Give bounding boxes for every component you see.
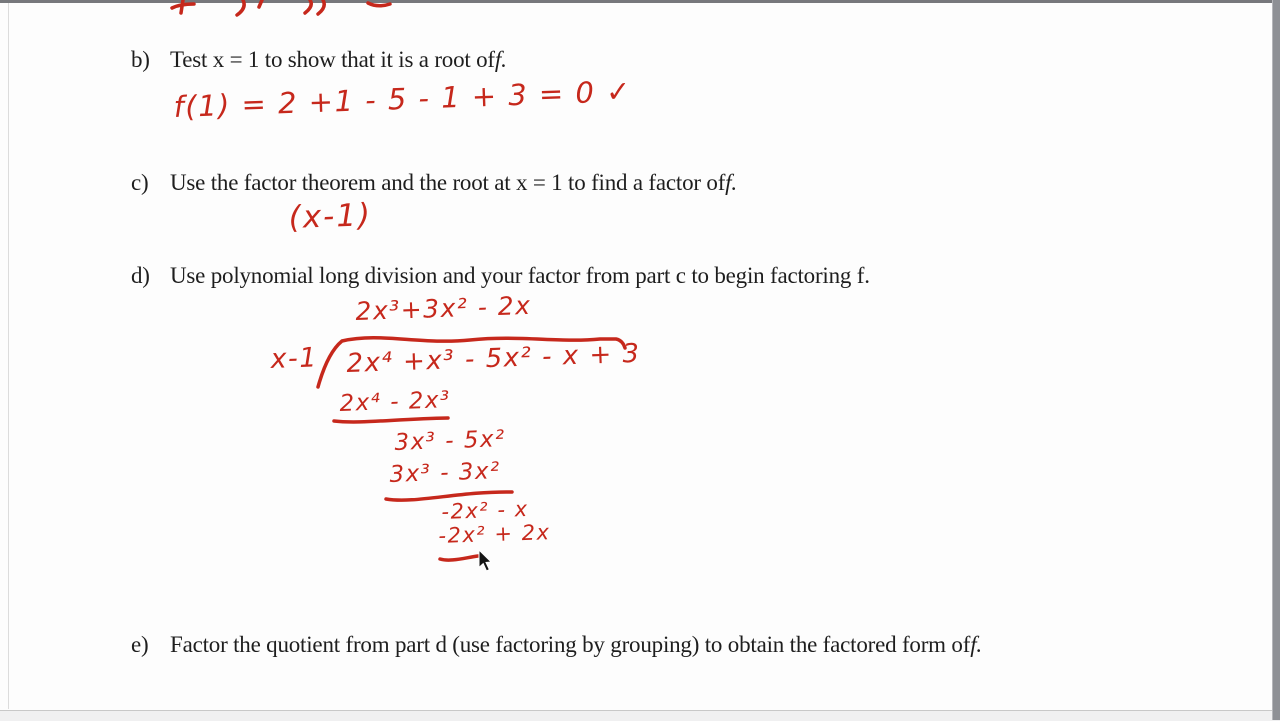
question-b bbox=[131, 47, 507, 73]
letterbox-bottom-strip bbox=[0, 710, 1280, 721]
handwriting-division-step3: 3x³ - 3x² bbox=[389, 458, 502, 488]
vertical-scrollbar[interactable] bbox=[1272, 0, 1280, 720]
handwriting-division-quotient: 2x³+3x² - 2x bbox=[355, 290, 532, 326]
letterbox-top-bar bbox=[0, 0, 1280, 3]
question-e bbox=[131, 632, 982, 658]
handwriting-part-c-factor: (x-1) bbox=[288, 197, 373, 236]
handwriting-division-step2: 3x³ - 5x² bbox=[394, 426, 507, 456]
handwriting-division-step4: -2x² - x bbox=[441, 496, 529, 524]
question-b-label: b) bbox=[131, 47, 150, 72]
question-c-text: Use the factor theorem and the root at x = 1 to find a factor of bbox=[170, 170, 726, 195]
question-c-label: c) bbox=[131, 170, 149, 195]
question-e-fnote: f. bbox=[970, 632, 982, 657]
question-c bbox=[131, 170, 737, 196]
question-c-fnote: f. bbox=[725, 170, 737, 195]
question-e-text: Factor the quotient from part d (use factoring by grouping) to obtain the factored form of bbox=[170, 632, 971, 657]
question-e-label: e) bbox=[131, 632, 149, 657]
question-b-fnote: f. bbox=[494, 47, 507, 72]
mouse-cursor bbox=[478, 550, 496, 574]
page-left-rule bbox=[8, 3, 9, 709]
handwriting-division-step5: -2x² + 2x bbox=[438, 520, 551, 548]
handwriting-division-divisor: x-1 bbox=[270, 342, 319, 375]
handwriting-division-step1: 2x⁴ - 2x³ bbox=[339, 387, 452, 417]
question-b-text: Test x = 1 to show that it is a root of bbox=[170, 47, 495, 72]
underline-step5 bbox=[440, 556, 478, 560]
handwriting-division-dividend: 2x⁴ +x³ - 5x² - x + 3 bbox=[346, 338, 642, 379]
question-d bbox=[131, 263, 870, 289]
handwriting-part-b-check: f(1) = 2 +1 - 5 - 1 + 3 = 0 ✓ bbox=[173, 73, 633, 124]
question-d-text: Use polynomial long division and your factor from part c to begin factoring f. bbox=[170, 263, 870, 288]
question-d-label: d) bbox=[131, 263, 150, 288]
underline-step1 bbox=[334, 418, 448, 422]
